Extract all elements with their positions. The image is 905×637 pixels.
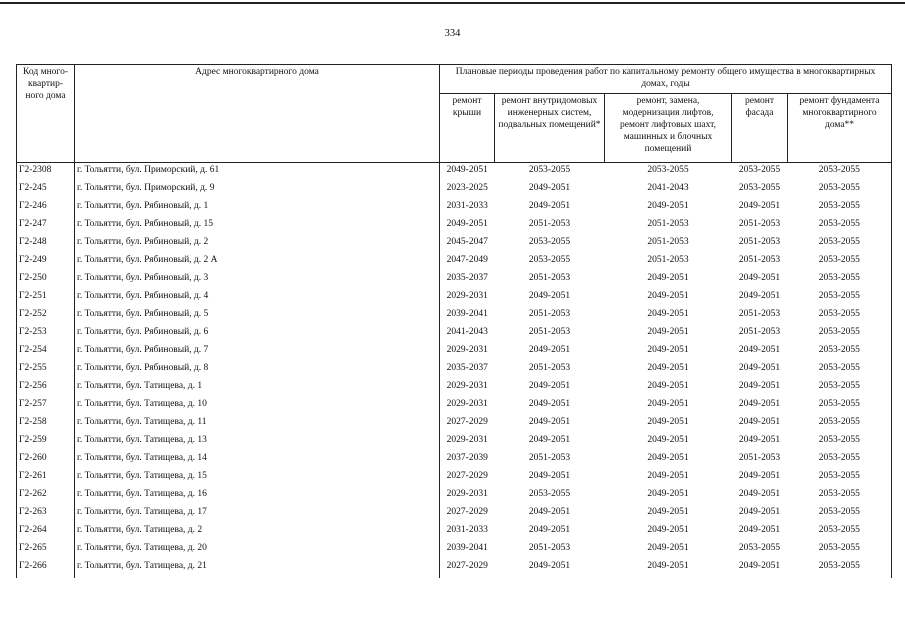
cell-foundation: 2053-2055: [788, 182, 892, 200]
cell-lifts: 2049-2051: [647, 489, 689, 499]
cell-foundation: 2053-2055: [788, 308, 892, 326]
cell-lifts: 2049-2051: [647, 273, 689, 283]
cell-roof: 2029-2031: [440, 344, 495, 362]
table-row: [17, 416, 892, 434]
cell-foundation: 2053-2055: [788, 506, 892, 524]
cell-address: г. Тольятти, бул. Рябиновый, д. 2: [75, 236, 440, 254]
cell-roof: 2035-2037: [440, 362, 495, 380]
cell-roof: 2047-2049: [440, 254, 495, 272]
cell-facade: 2049-2051: [738, 435, 781, 445]
cell-facade: 2051-2053: [738, 237, 781, 247]
cell-foundation: 2053-2055: [788, 200, 892, 218]
cell-facade: 2051-2053: [738, 309, 781, 319]
table-row: [17, 362, 892, 380]
cell-facade: 2049-2051: [738, 363, 781, 373]
table-row: [17, 524, 892, 542]
table-row: [17, 182, 892, 200]
cell-code: Г2-251: [17, 290, 75, 308]
cell-foundation: 2053-2055: [788, 344, 892, 362]
table-row: [17, 308, 892, 326]
cell-facade: 2051-2053: [738, 453, 781, 463]
cell-engineering: 2049-2051: [528, 525, 571, 535]
cell-address: г. Тольятти, бул. Татищева, д. 1: [75, 380, 440, 398]
cell-roof: 2049-2051: [440, 163, 495, 183]
cell-code: Г2-250: [17, 272, 75, 290]
cell-lifts: 2049-2051: [647, 507, 689, 517]
cell-roof: 2035-2037: [440, 272, 495, 290]
cell-code: Г2-256: [17, 380, 75, 398]
cell-roof: 2027-2029: [440, 560, 495, 578]
cell-engineering: 2049-2051: [528, 291, 571, 301]
cell-facade: 2053-2055: [738, 165, 781, 175]
cell-engineering: 2049-2051: [528, 183, 571, 193]
page-number: 334: [444, 28, 461, 39]
cell-lifts: 2051-2053: [647, 255, 689, 265]
cell-foundation: 2053-2055: [788, 290, 892, 308]
cell-lifts: 2049-2051: [647, 471, 689, 481]
table-row: [17, 272, 892, 290]
cell-engineering: 2051-2053: [528, 309, 571, 319]
cell-code: Г2-249: [17, 254, 75, 272]
cell-facade: 2049-2051: [738, 471, 781, 481]
cell-foundation: 2053-2055: [788, 326, 892, 344]
cell-lifts: 2049-2051: [647, 525, 689, 535]
cell-address: г. Тольятти, бул. Рябиновый, д. 2 А: [75, 254, 440, 272]
cell-address: г. Тольятти, бул. Татищева, д. 15: [75, 470, 440, 488]
header-roof: ремонт крыши: [440, 94, 495, 163]
cell-code: Г2-261: [17, 470, 75, 488]
cell-code: Г2-263: [17, 506, 75, 524]
table-row: [17, 380, 892, 398]
cell-foundation: 2053-2055: [788, 416, 892, 434]
table-row: [17, 326, 892, 344]
cell-lifts: 2049-2051: [647, 345, 689, 355]
cell-code: Г2-246: [17, 200, 75, 218]
cell-roof: 2029-2031: [440, 290, 495, 308]
cell-foundation: 2053-2055: [788, 434, 892, 452]
table-row: [17, 560, 892, 578]
table-row: [17, 488, 892, 506]
cell-code: Г2-257: [17, 398, 75, 416]
table-row: [17, 254, 892, 272]
cell-roof: 2045-2047: [440, 236, 495, 254]
cell-engineering: 2051-2053: [528, 273, 571, 283]
cell-code: Г2-258: [17, 416, 75, 434]
cell-facade: 2049-2051: [738, 489, 781, 499]
cell-code: Г2-247: [17, 218, 75, 236]
cell-engineering: 2049-2051: [528, 201, 571, 211]
cell-facade: 2049-2051: [738, 417, 781, 427]
cell-lifts: 2049-2051: [647, 201, 689, 211]
cell-engineering: 2053-2055: [528, 165, 571, 175]
table-row: [17, 398, 892, 416]
cell-lifts: 2049-2051: [647, 291, 689, 301]
cell-address: г. Тольятти, бул. Рябиновый, д. 8: [75, 362, 440, 380]
cell-foundation: 2053-2055: [788, 218, 892, 236]
cell-foundation: 2053-2055: [788, 470, 892, 488]
cell-lifts: 2049-2051: [647, 309, 689, 319]
cell-roof: 2029-2031: [440, 434, 495, 452]
cell-lifts: 2049-2051: [647, 435, 689, 445]
cell-facade: 2049-2051: [738, 201, 781, 211]
cell-code: Г2-266: [17, 560, 75, 578]
cell-code: Г2-254: [17, 344, 75, 362]
cell-address: г. Тольятти, бул. Татищева, д. 16: [75, 488, 440, 506]
top-border-rule: [0, 2, 905, 4]
cell-lifts: 2053-2055: [647, 165, 689, 175]
cell-code: Г2-245: [17, 182, 75, 200]
table-body: [17, 163, 892, 579]
table-row: [17, 163, 892, 183]
cell-engineering: 2051-2053: [528, 543, 571, 553]
cell-foundation: 2053-2055: [788, 380, 892, 398]
cell-engineering: 2053-2055: [528, 237, 571, 247]
cell-lifts: 2049-2051: [647, 543, 689, 553]
cell-lifts: 2051-2053: [647, 237, 689, 247]
header-lifts: ремонт, замена, модернизация лифтов, ремонт лифтовых шахт, машинных и блочных помещений: [605, 94, 732, 163]
cell-facade: 2049-2051: [738, 345, 781, 355]
cell-roof: 2027-2029: [440, 470, 495, 488]
cell-code: Г2-264: [17, 524, 75, 542]
cell-lifts: 2051-2053: [647, 219, 689, 229]
cell-foundation: 2053-2055: [788, 272, 892, 290]
cell-facade: 2051-2053: [738, 327, 781, 337]
cell-engineering: 2051-2053: [528, 453, 571, 463]
cell-code: Г2-259: [17, 434, 75, 452]
cell-address: г. Тольятти, бул. Рябиновый, д. 7: [75, 344, 440, 362]
table-row: [17, 218, 892, 236]
cell-address: г. Тольятти, бул. Рябиновый, д. 6: [75, 326, 440, 344]
cell-facade: 2049-2051: [738, 381, 781, 391]
cell-facade: 2049-2051: [738, 399, 781, 409]
cell-address: г. Тольятти, бул. Приморский, д. 61: [75, 163, 440, 183]
header-engineering: ремонт внутридомовых инженерных систем, подвальных помещений*: [495, 94, 605, 163]
cell-address: г. Тольятти, бул. Татищева, д. 14: [75, 452, 440, 470]
cell-roof: 2029-2031: [440, 398, 495, 416]
cell-lifts: 2049-2051: [647, 381, 689, 391]
cell-foundation: 2053-2055: [788, 452, 892, 470]
table-header: [17, 65, 892, 163]
table-row: [17, 344, 892, 362]
header-code: Код много-квартир-ного дома: [17, 65, 75, 163]
table-row: [17, 200, 892, 218]
cell-code: Г2-253: [17, 326, 75, 344]
cell-foundation: 2053-2055: [788, 488, 892, 506]
cell-address: г. Тольятти, бул. Рябиновый, д. 3: [75, 272, 440, 290]
cell-roof: 2027-2029: [440, 506, 495, 524]
cell-code: Г2-260: [17, 452, 75, 470]
cell-engineering: 2049-2051: [528, 417, 571, 427]
cell-roof: 2031-2033: [440, 200, 495, 218]
cell-engineering: 2049-2051: [528, 435, 571, 445]
cell-engineering: 2049-2051: [528, 381, 571, 391]
table-row: [17, 452, 892, 470]
cell-address: г. Тольятти, бул. Татищева, д. 13: [75, 434, 440, 452]
cell-engineering: 2053-2055: [528, 255, 571, 265]
cell-facade: 2049-2051: [738, 507, 781, 517]
header-facade: ремонт фасада: [732, 94, 788, 163]
cell-address: г. Тольятти, бул. Татищева, д. 20: [75, 542, 440, 560]
cell-foundation: 2053-2055: [788, 236, 892, 254]
cell-lifts: 2049-2051: [647, 561, 689, 571]
cell-engineering: 2051-2053: [528, 219, 571, 229]
cell-roof: 2039-2041: [440, 308, 495, 326]
table-row: [17, 290, 892, 308]
header-foundation: ремонт фундамента многоквартирного дома**: [788, 94, 892, 163]
cell-engineering: 2051-2053: [528, 327, 571, 337]
cell-roof: 2023-2025: [440, 182, 495, 200]
cell-foundation: 2053-2055: [788, 398, 892, 416]
cell-roof: 2037-2039: [440, 452, 495, 470]
cell-engineering: 2049-2051: [528, 507, 571, 517]
cell-facade: 2053-2055: [738, 183, 781, 193]
cell-foundation: 2053-2055: [788, 524, 892, 542]
cell-address: г. Тольятти, бул. Татищева, д. 2: [75, 524, 440, 542]
table-row: [17, 236, 892, 254]
cell-facade: 2049-2051: [738, 561, 781, 571]
cell-facade: 2049-2051: [738, 525, 781, 535]
cell-engineering: 2051-2053: [528, 363, 571, 373]
header-periods: Плановые периоды проведения работ по капитальному ремонту общего имущества в многоквартирных домах, годы: [440, 65, 892, 94]
cell-lifts: 2041-2043: [647, 183, 689, 193]
table-row: [17, 470, 892, 488]
cell-facade: 2051-2053: [738, 219, 781, 229]
cell-foundation: 2053-2055: [788, 362, 892, 380]
cell-address: г. Тольятти, бул. Приморский, д. 9: [75, 182, 440, 200]
cell-facade: 2053-2055: [738, 543, 781, 553]
cell-lifts: 2049-2051: [647, 363, 689, 373]
cell-engineering: 2049-2051: [528, 345, 571, 355]
cell-roof: 2029-2031: [440, 488, 495, 506]
cell-address: г. Тольятти, бул. Татищева, д. 17: [75, 506, 440, 524]
cell-address: г. Тольятти, бул. Рябиновый, д. 15: [75, 218, 440, 236]
cell-engineering: 2053-2055: [528, 489, 571, 499]
table-row: [17, 542, 892, 560]
cell-address: г. Тольятти, бул. Татищева, д. 11: [75, 416, 440, 434]
cell-address: г. Тольятти, бул. Рябиновый, д. 4: [75, 290, 440, 308]
cell-roof: 2027-2029: [440, 416, 495, 434]
header-address: Адрес многоквартирного дома: [75, 65, 440, 163]
cell-code: Г2-2308: [17, 163, 75, 183]
cell-address: г. Тольятти, бул. Рябиновый, д. 1: [75, 200, 440, 218]
cell-roof: 2039-2041: [440, 542, 495, 560]
cell-lifts: 2049-2051: [647, 417, 689, 427]
cell-roof: 2031-2033: [440, 524, 495, 542]
cell-foundation: 2053-2055: [788, 542, 892, 560]
cell-code: Г2-252: [17, 308, 75, 326]
cell-roof: 2049-2051: [440, 218, 495, 236]
cell-code: Г2-255: [17, 362, 75, 380]
cell-roof: 2029-2031: [440, 380, 495, 398]
cell-code: Г2-248: [17, 236, 75, 254]
cell-code: Г2-262: [17, 488, 75, 506]
cell-lifts: 2049-2051: [647, 327, 689, 337]
cell-lifts: 2049-2051: [647, 453, 689, 463]
repair-schedule-table: [16, 64, 892, 578]
cell-address: г. Тольятти, бул. Рябиновый, д. 5: [75, 308, 440, 326]
cell-engineering: 2049-2051: [528, 399, 571, 409]
cell-lifts: 2049-2051: [647, 399, 689, 409]
cell-facade: 2051-2053: [738, 255, 781, 265]
cell-address: г. Тольятти, бул. Татищева, д. 21: [75, 560, 440, 578]
cell-foundation: 2053-2055: [788, 163, 892, 183]
cell-foundation: 2053-2055: [788, 560, 892, 578]
cell-engineering: 2049-2051: [528, 561, 571, 571]
cell-facade: 2049-2051: [738, 291, 781, 301]
cell-address: г. Тольятти, бул. Татищева, д. 10: [75, 398, 440, 416]
cell-engineering: 2049-2051: [528, 471, 571, 481]
cell-facade: 2049-2051: [738, 273, 781, 283]
table-row: [17, 434, 892, 452]
table-row: [17, 506, 892, 524]
cell-code: Г2-265: [17, 542, 75, 560]
cell-foundation: 2053-2055: [788, 254, 892, 272]
cell-roof: 2041-2043: [440, 326, 495, 344]
